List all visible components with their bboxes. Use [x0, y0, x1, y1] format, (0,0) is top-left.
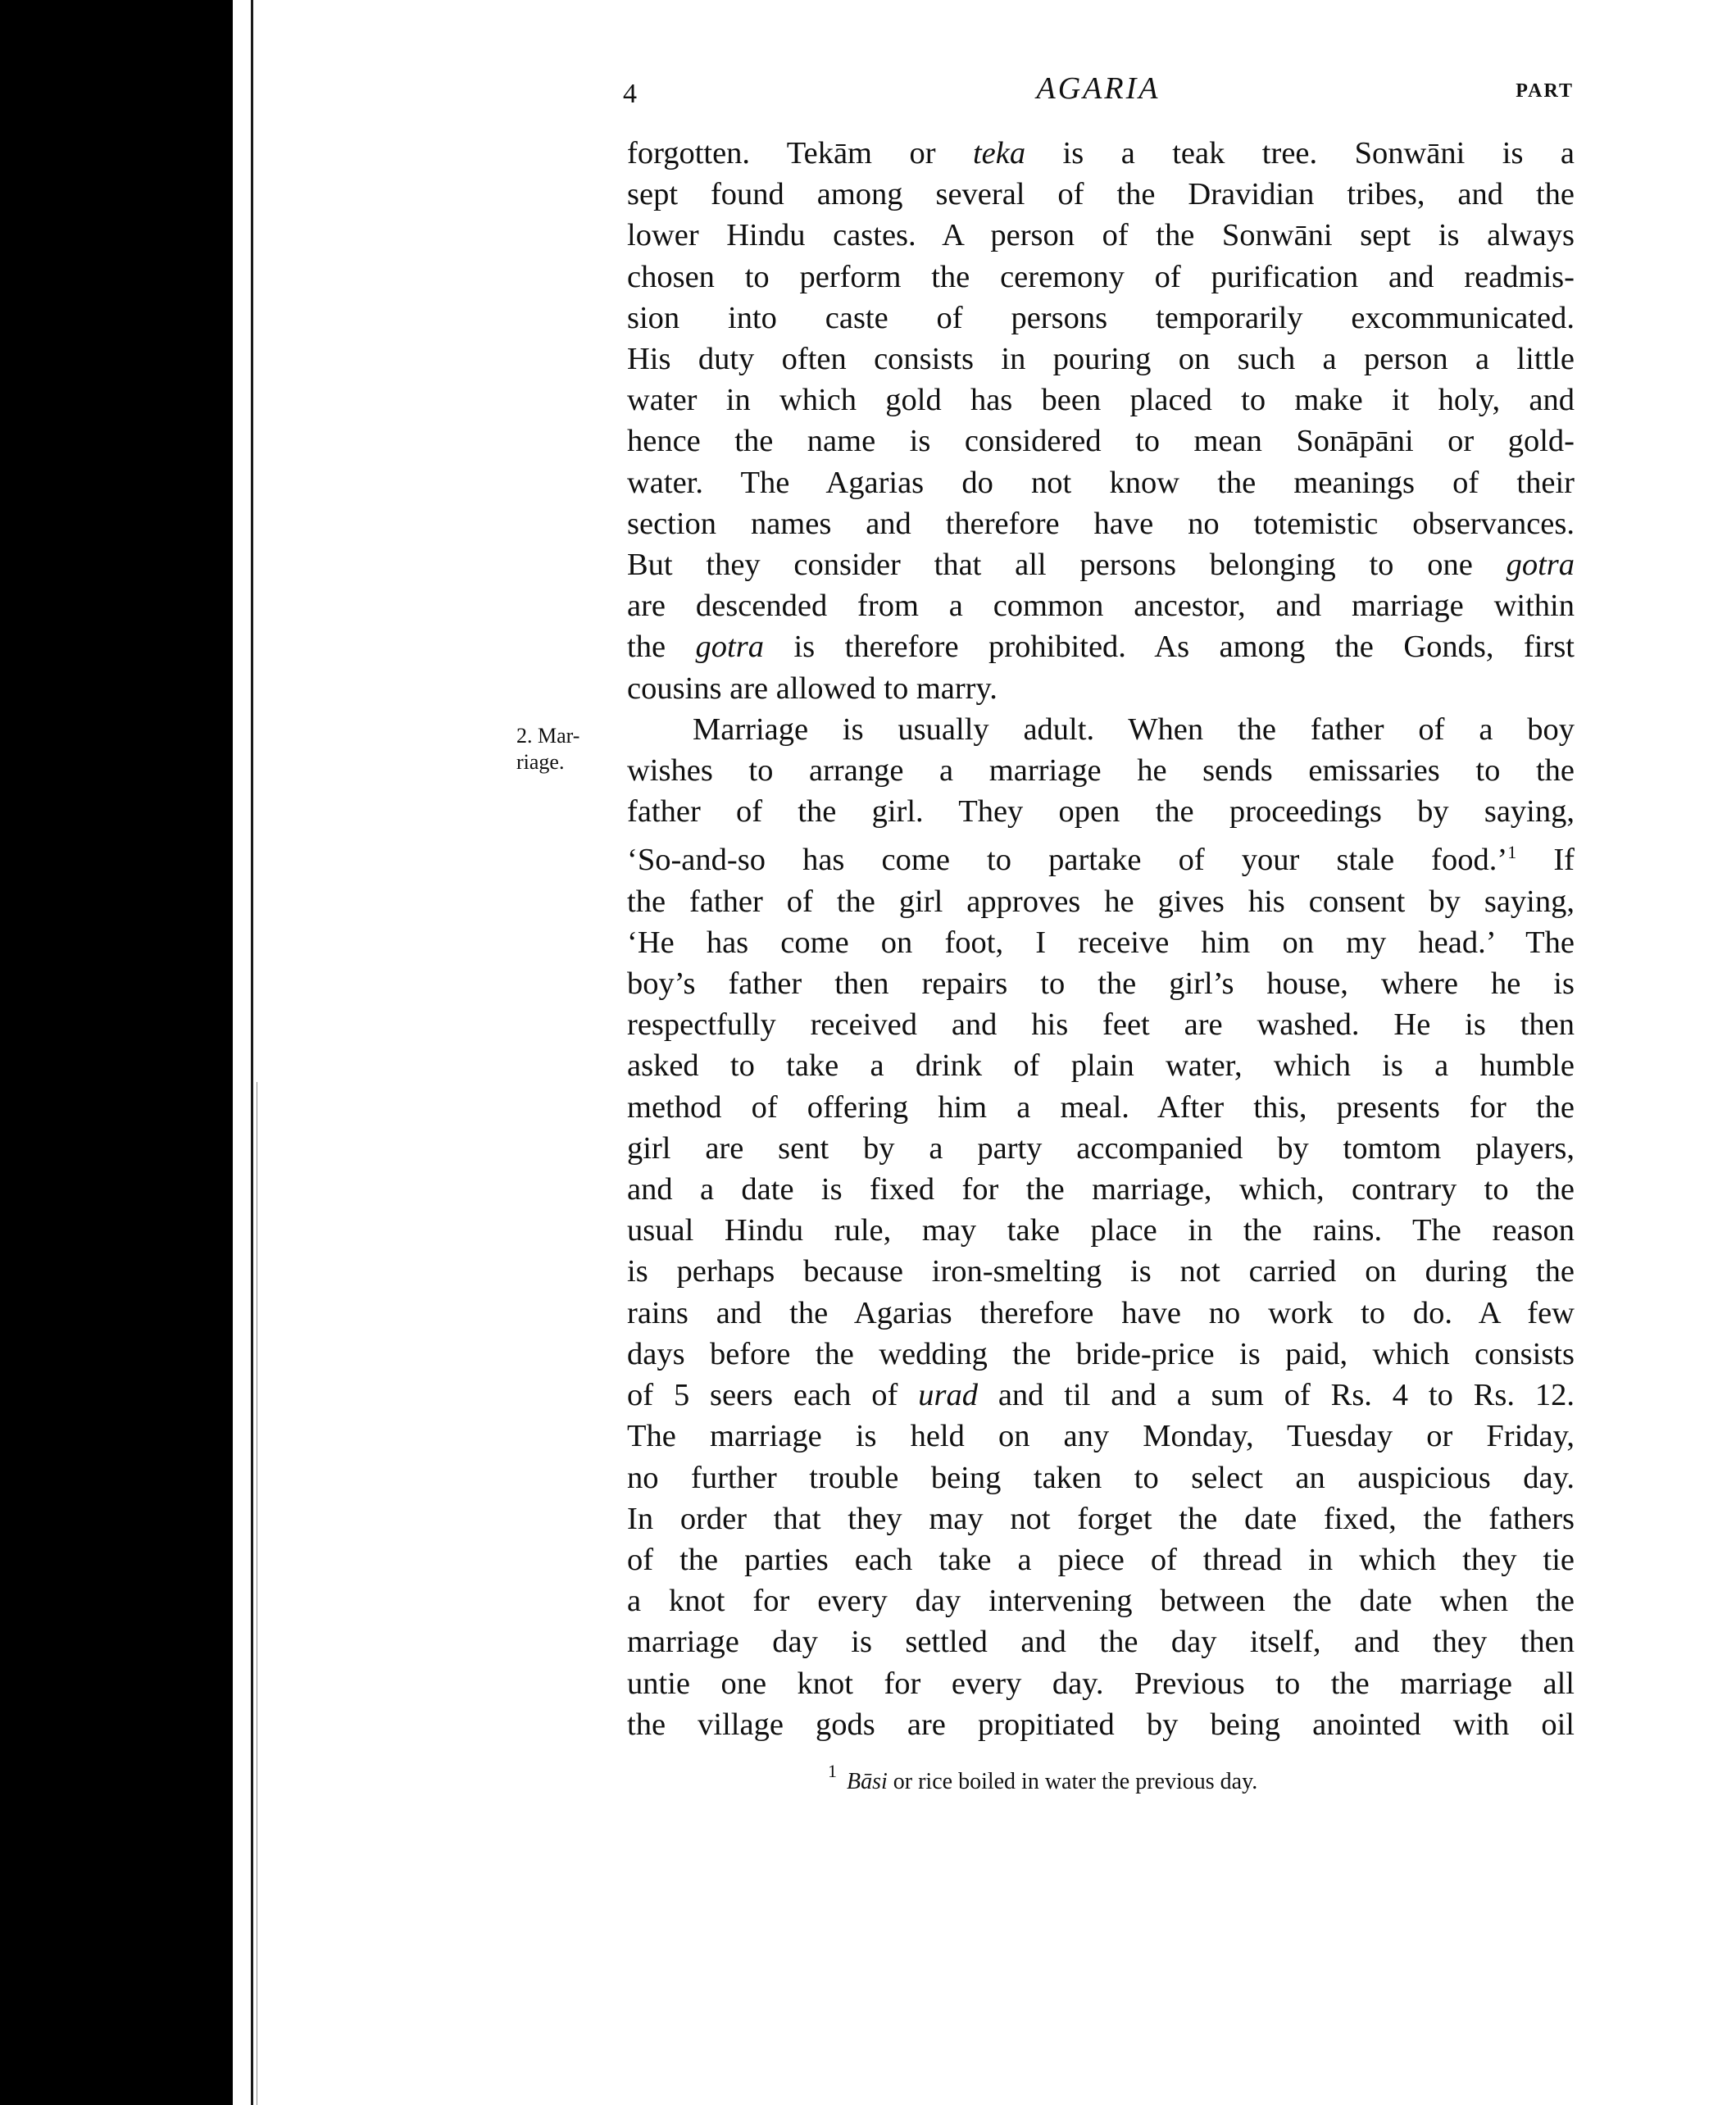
- page-title: AGARIA: [1036, 71, 1161, 106]
- text-line: the village gods are propitiated by being anointed with oil: [627, 1707, 1575, 1742]
- body-text: [627, 133, 1575, 1745]
- footnote-term: Bāsi: [847, 1769, 888, 1794]
- margin-note-line: riage.: [516, 750, 565, 774]
- text-line: water in which gold has been placed to make it holy, and: [627, 383, 1575, 418]
- text-line: girl are sent by a party accompanied by tomtom players,: [627, 1130, 1575, 1166]
- text-line: ‘So-and-so has come to partake of your stale food.’$^1$ If: [627, 842, 1575, 878]
- scan-binding-edge: [0, 0, 233, 2105]
- text-line: forgotten. Tekām or teka is a teak tree. Sonwāni is a: [627, 136, 1575, 170]
- text-line: marriage day is settled and the day itself, and they then: [627, 1625, 1575, 1660]
- text-line: In order that they may not forget the date fixed, the fathers: [627, 1501, 1575, 1536]
- text-line: rains and the Agarias therefore have no work to do. A few: [627, 1295, 1575, 1330]
- text-line: untie one knot for every day. Previous to the marriage all: [627, 1666, 1575, 1701]
- text-line: asked to take a drink of plain water, which is a humble: [627, 1048, 1575, 1084]
- text-line: wishes to arrange a marriage he sends emissaries to the: [627, 753, 1575, 789]
- text-line: the gotra is therefore prohibited. As among the Gonds, first: [627, 630, 1575, 665]
- footnote-mark: 1: [828, 1761, 837, 1781]
- text-line: are descended from a common ancestor, and marriage within: [627, 589, 1575, 624]
- text-line: no further trouble being taken to select an auspicious day.: [627, 1460, 1575, 1495]
- text-line: section names and therefore have no totemistic observances.: [627, 506, 1575, 541]
- text-line: and a date is fixed for the marriage, which, contrary to the: [627, 1172, 1575, 1207]
- text-line: sept found among several of the Dravidian tribes, and the: [627, 177, 1575, 212]
- footnote: [828, 1761, 1257, 1795]
- text-line: days before the wedding the bride-price is paid, which consists: [627, 1336, 1575, 1371]
- text-line: the father of the girl approves he gives his consent by saying,: [627, 884, 1575, 919]
- margin-note-line: 2. Mar-: [516, 724, 580, 748]
- running-head: [623, 70, 1574, 120]
- text-line: boy’s father then repairs to the girl’s house, where he is: [627, 966, 1575, 1002]
- text-line: sion into caste of persons temporarily excommunicated.: [627, 300, 1575, 335]
- text-line: father of the girl. They open the proceedings by saying,: [627, 794, 1575, 830]
- text-line: But they consider that all persons belonging to one gotra: [627, 548, 1575, 583]
- text-line: hence the name is considered to mean Sonāpāni or gold-: [627, 424, 1575, 459]
- text-line: His duty often consists in pouring on such a person a little: [627, 342, 1575, 377]
- text-line: of the parties each take a piece of thread in which they tie: [627, 1542, 1575, 1577]
- text-line: of 5 seers each of urad and til and a sum of Rs. 4 to Rs. 12.: [627, 1378, 1575, 1413]
- text-line: a knot for every day intervening between the date when the: [627, 1584, 1575, 1619]
- footnote-text: or rice boiled in water the previous day.: [887, 1769, 1258, 1794]
- text-line: respectfully received and his feet are washed. He is then: [627, 1007, 1575, 1043]
- text-line: water. The Agarias do not know the meanings of their: [627, 465, 1575, 500]
- text-line: usual Hindu rule, may take place in the rains. The reason: [627, 1213, 1575, 1248]
- text-line: is perhaps because iron-smelting is not carried on during the: [627, 1254, 1575, 1289]
- page-number: 4: [623, 79, 637, 109]
- text-line: lower Hindu castes. A person of the Sonwāni sept is always: [627, 218, 1575, 253]
- text-line: Marriage is usually adult. When the father of a boy: [693, 712, 1575, 747]
- part-label: PART: [1516, 80, 1574, 102]
- text-line: chosen to perform the ceremony of purification and readmis-: [627, 259, 1575, 294]
- text-line: method of offering him a meal. After this, presents for the: [627, 1089, 1575, 1125]
- text-line: ‘He has come on foot, I receive him on my head.’ The: [627, 925, 1575, 960]
- scan-gutter-line: [251, 0, 253, 2105]
- footnote-reference: 1: [1507, 842, 1517, 863]
- text-line: The marriage is held on any Monday, Tuesday or Friday,: [627, 1419, 1575, 1454]
- text-line: cousins are allowed to marry.: [627, 671, 998, 706]
- margin-note-marriage: [516, 723, 607, 775]
